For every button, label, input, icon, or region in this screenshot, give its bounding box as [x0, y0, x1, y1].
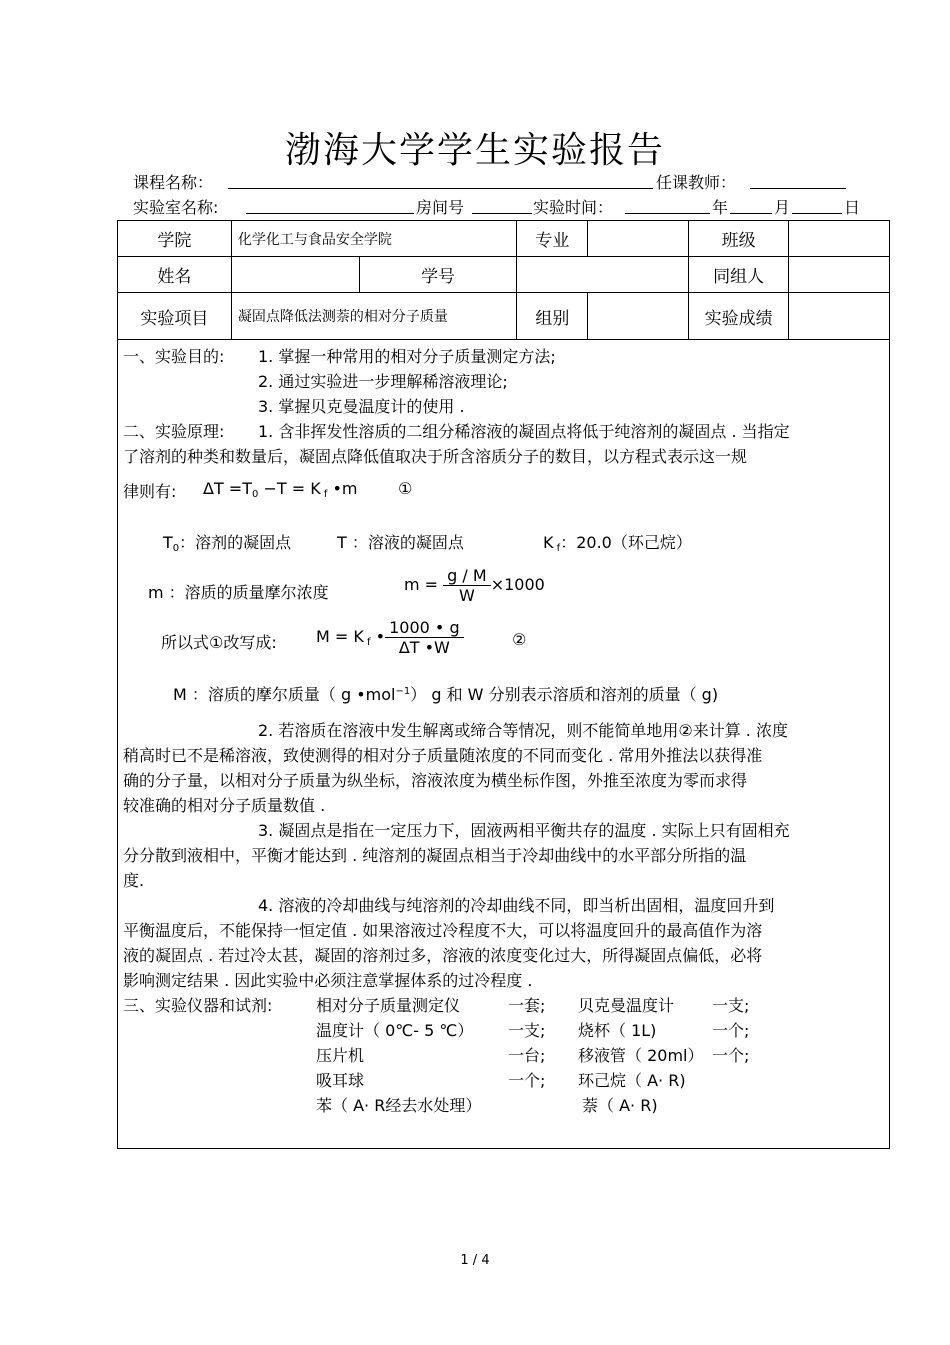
table-row [118, 293, 890, 340]
equip-qty: 一套; [508, 996, 546, 1015]
lab-blank [246, 213, 414, 214]
equip-item: 相对分子质量测定仪 [316, 996, 461, 1015]
group-label: 组别 [517, 293, 588, 340]
equip-item: 环己烷（ A· R) [578, 1071, 686, 1090]
table-row [118, 257, 890, 293]
para2-line-2: 稍高时已不是稀溶液，致使测得的相对分子质量随浓度的不同而变化 . 常用外推法以获得准 [123, 746, 763, 765]
lab-label: 实验室名称: [133, 198, 219, 217]
day-blank [792, 213, 842, 214]
year-blank [625, 213, 710, 214]
time-label: 实验时间： [533, 198, 614, 217]
name-label: 姓名 [118, 257, 232, 293]
course-blank [228, 188, 653, 189]
equation-1: $\Delta T =T_0 -T = K$ $_f$ •m [203, 479, 358, 500]
project-value: 凝固点降低法测萘的相对分子质量 [231, 293, 517, 340]
equip-item: 移液管（ 20ml） [578, 1046, 704, 1065]
def-t-text: ：溶液的凝固点 [351, 533, 464, 552]
equip-qty: 一个; [508, 1071, 546, 1090]
equation-1-mark: ① [398, 479, 413, 498]
equation-m: m = $\frac{g / M}{W}$ ×1000 [404, 566, 545, 605]
equip-item: 烧杯（ 1L) [578, 1021, 657, 1040]
def-kf: K $_f$：20.0（环己烷） [543, 533, 692, 554]
def-t: T ：溶液的凝固点 [337, 533, 464, 552]
def-m-text: ：溶质的质量摩尔浓度 [168, 583, 329, 602]
def-M: M ：溶质的摩尔质量（ g •mol$^{-1}$） g 和 W 分别表示溶质和溶剂的质量（ g) [173, 685, 719, 704]
purpose-line-3: 3. 掌握贝克曼温度计的使用 . [258, 397, 465, 416]
equip-qty: 一支; [712, 996, 750, 1015]
equip-item: 温度计（ 0℃- 5 ℃） [316, 1021, 474, 1040]
group-value [588, 293, 689, 340]
para3-line-1: 3. 凝固点是指在一定压力下，固液两相平衡共存的温度 . 实际上只有固相充 [258, 821, 790, 840]
para4-line-2: 平衡温度后，不能保持一恒定值 . 如果溶液过冷程度不大，可以将温度回升的最高值作为溶 [123, 921, 763, 940]
equation-2: M = K $_f$ • $\frac{1000 • g}{\Delta T •W}$ [316, 618, 464, 657]
def-t0: $T_0$：溶剂的凝固点 [163, 533, 292, 554]
equip-item: 吸耳球 [316, 1071, 365, 1090]
page-title: 渤海大学学生实验报告 [284, 130, 665, 171]
equation-2-mark: ② [512, 630, 527, 649]
def-kf-text: ：20.0（环己烷） [560, 533, 692, 552]
grade-label: 实验成绩 [689, 293, 789, 340]
class-value [789, 221, 890, 257]
project-label: 实验项目 [118, 293, 232, 340]
major-value [588, 221, 689, 257]
name-value [231, 257, 359, 293]
day-label: 日 [844, 198, 861, 217]
equip-item: 压片机 [316, 1046, 365, 1065]
equip-qty: 一台; [508, 1046, 546, 1065]
class-label: 班级 [689, 221, 789, 257]
equip-qty: 一个; [712, 1021, 750, 1040]
equip-item: 贝克曼温度计 [578, 996, 675, 1015]
principle-line-2: 了溶剂的种类和数量后，凝固点降低值取决于所含溶质分子的数目，以方程式表示这一规 [123, 447, 748, 466]
student-id-label: 学号 [359, 257, 517, 293]
def-M-text: ：溶质的摩尔质量（ [191, 685, 336, 704]
def-M-text-2: ） g 和 W 分别表示溶质和溶剂的质量（ g) [410, 685, 719, 704]
equip-qty: 一支; [508, 1021, 546, 1040]
college-value: 化学化工与食品安全学院 [231, 221, 517, 257]
student-id-value [517, 257, 689, 293]
month-blank [730, 213, 772, 214]
para3-line-3: 度. [123, 871, 145, 890]
major-label: 专业 [517, 221, 588, 257]
group-member-value [789, 257, 890, 293]
def-m: m ：溶质的质量摩尔浓度 [148, 583, 329, 602]
room-blank [472, 213, 532, 214]
year-label: 年 [712, 198, 729, 217]
para3-line-2: 分分散到液相中，平衡才能达到 . 纯溶剂的凝固点相当于冷却曲线中的水平部分所指的温 [123, 846, 747, 865]
purpose-line-1: 1. 掌握一种常用的相对分子质量测定方法; [258, 347, 556, 366]
para2-line-1: 2. 若溶质在溶液中发生解离或缔合等情况，则不能简单地用②来计算 . 浓度 [258, 721, 788, 740]
para4-line-4: 影响测定结果 . 因此实验中必须注意掌握体系的过冷程度 . [123, 971, 533, 990]
group-member-label: 同组人 [689, 257, 789, 293]
info-table [117, 220, 890, 340]
section-equipment-label: 三、实验仪器和试剂: [123, 996, 273, 1015]
para4-line-1: 4. 溶液的冷却曲线与纯溶剂的冷却曲线不同，即当析出固相，温度回升到 [258, 896, 775, 915]
principle-line-1: 1. 含非挥发性溶质的二组分稀溶液的凝固点将低于纯溶剂的凝固点 . 当指定 [258, 422, 790, 441]
equip-item: 萘（ A· R) [582, 1096, 658, 1115]
room-label: 房间号 [416, 198, 465, 217]
def-t0-text: ：溶剂的凝固点 [179, 533, 292, 552]
principle-line-3: 律则有: [123, 482, 177, 501]
page-number: 1 / 4 [460, 1253, 490, 1268]
table-row [118, 221, 890, 257]
month-label: 月 [774, 198, 791, 217]
course-label: 课程名称： [133, 173, 214, 192]
grade-value [789, 293, 890, 340]
equip-item: 苯（ A· R经去水处理） [316, 1096, 482, 1115]
equation-2-label: 所以式①改写成: [161, 633, 277, 652]
section-purpose-label: 一、实验目的: [123, 347, 225, 366]
college-label: 学院 [118, 221, 232, 257]
para2-line-3: 确的分子量，以相对分子质量为纵坐标，溶液浓度为横坐标作图，外推至浓度为零而求得 [123, 771, 748, 790]
teacher-label: 任课教师： [656, 173, 737, 192]
para4-line-3: 液的凝固点 . 若过冷太甚，凝固的溶剂过多，溶液的浓度变化过大，所得凝固点偏低，必将 [123, 946, 763, 965]
section-principle-label: 二、实验原理: [123, 422, 225, 441]
purpose-line-2: 2. 通过实验进一步理解稀溶液理论; [258, 372, 508, 391]
teacher-blank [750, 188, 846, 189]
equip-qty: 一个; [712, 1046, 750, 1065]
para2-line-4: 较准确的相对分子质量数值 . [123, 796, 326, 815]
